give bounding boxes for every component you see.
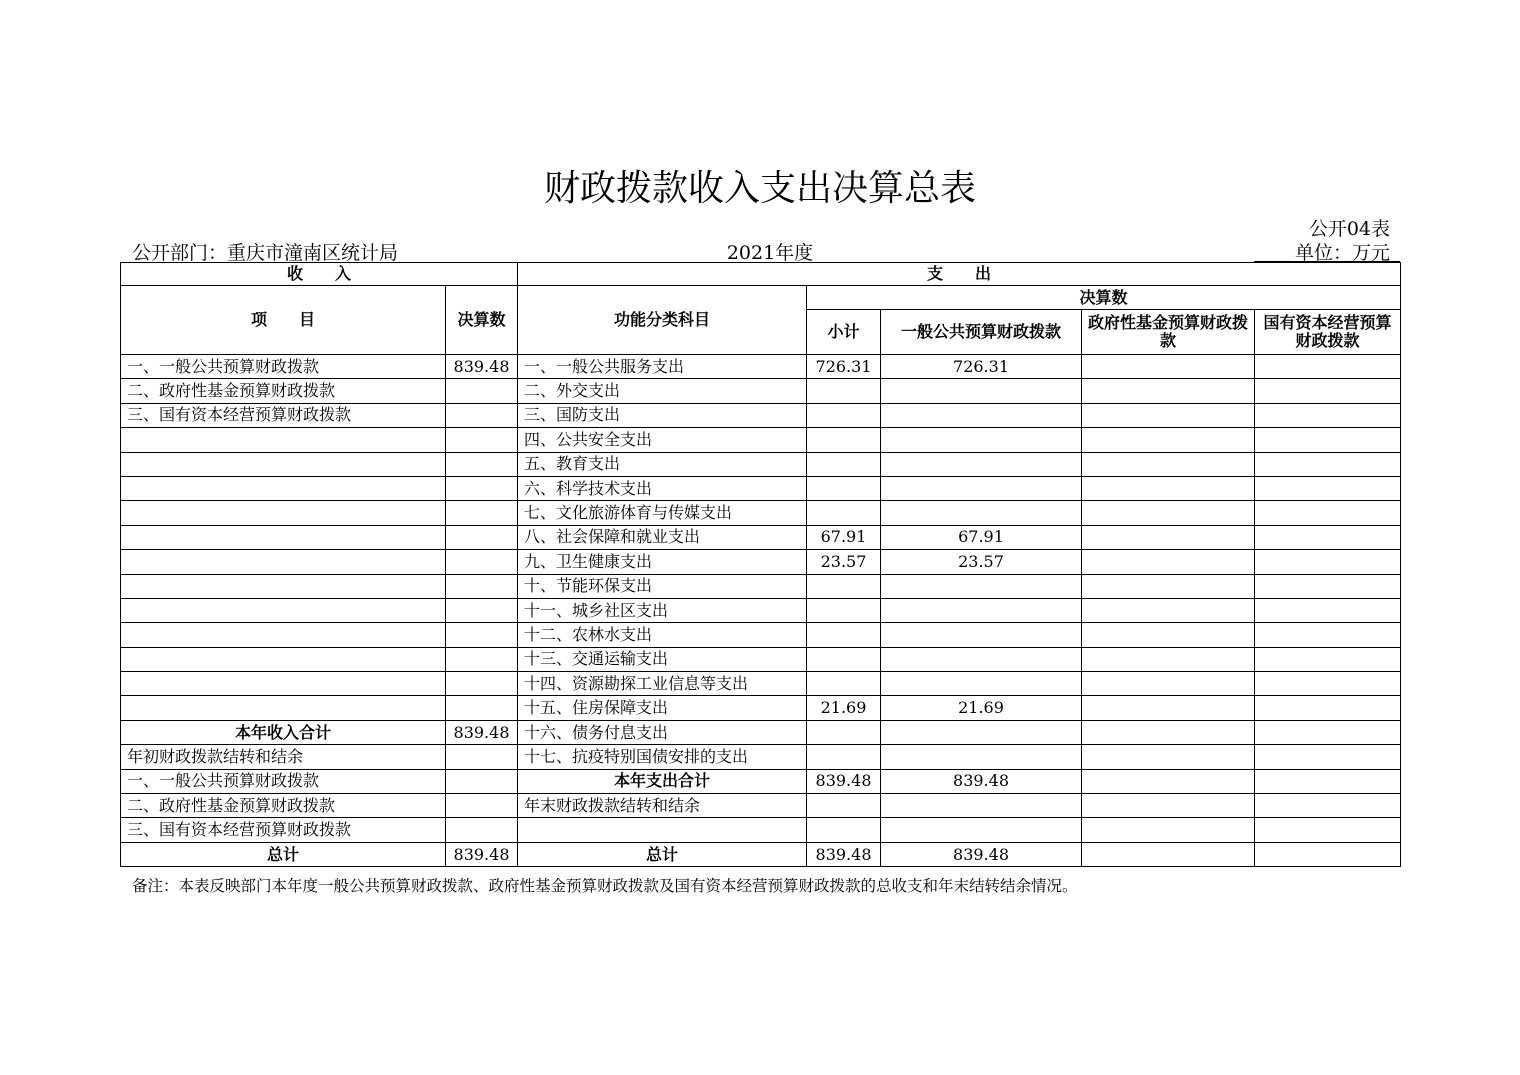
general-budget-cell: 726.31 — [881, 355, 1082, 379]
income-item-cell — [121, 428, 446, 452]
general-budget-cell — [881, 720, 1082, 744]
income-item-cell — [121, 574, 446, 598]
general-budget-cell — [881, 476, 1082, 500]
income-amount-cell — [446, 476, 518, 500]
subtotal-cell — [807, 574, 881, 598]
state-capital-cell — [1255, 355, 1401, 379]
table-row — [121, 501, 1401, 525]
income-amount-cell — [446, 428, 518, 452]
final-amount-header: 决算数 — [807, 286, 1401, 310]
footnote: 备注：本表反映部门本年度一般公共预算财政拨款、政府性基金预算财政拨款及国有资本经营预算财政拨款的总收支和年末结转结余情况。 — [132, 877, 1078, 895]
income-amount-cell: 839.48 — [446, 355, 518, 379]
general-budget-cell — [881, 745, 1082, 769]
budget-table — [120, 262, 1401, 867]
gov-fund-cell — [1082, 355, 1255, 379]
income-amount-cell — [446, 672, 518, 696]
income-item-cell — [121, 525, 446, 549]
gov-fund-cell — [1082, 672, 1255, 696]
subtotal-cell — [807, 452, 881, 476]
expense-item-cell: 十二、农林水支出 — [518, 623, 807, 647]
income-amount-cell — [446, 379, 518, 403]
general-budget-cell — [881, 794, 1082, 818]
state-capital-cell — [1255, 696, 1401, 720]
general-budget-cell: 21.69 — [881, 696, 1082, 720]
income-amount-cell: 839.48 — [446, 720, 518, 744]
subtotal-cell: 839.48 — [807, 769, 881, 793]
subtotal-cell: 726.31 — [807, 355, 881, 379]
income-amount-cell — [446, 647, 518, 671]
subtotal-cell: 67.91 — [807, 525, 881, 549]
table-row — [121, 672, 1401, 696]
income-item-cell — [121, 550, 446, 574]
gov-fund-cell — [1082, 428, 1255, 452]
gov-fund-cell — [1082, 574, 1255, 598]
income-item-cell — [121, 647, 446, 671]
fiscal-year: 2021年度 — [726, 242, 814, 264]
table-row — [121, 452, 1401, 476]
state-capital-cell — [1255, 842, 1401, 866]
gov-fund-cell — [1082, 525, 1255, 549]
gov-fund-cell — [1082, 476, 1255, 500]
subtotal-cell — [807, 403, 881, 427]
gov-fund-header: 政府性基金预算财政拨款 — [1082, 310, 1255, 355]
income-amount-cell — [446, 452, 518, 476]
unit-label: 单位：万元 — [1294, 242, 1390, 264]
subtotal-cell: 21.69 — [807, 696, 881, 720]
subtotal-cell: 23.57 — [807, 550, 881, 574]
state-capital-cell — [1255, 428, 1401, 452]
general-budget-cell: 67.91 — [881, 525, 1082, 549]
table-row — [121, 379, 1401, 403]
expense-section-header: 支 出 — [518, 263, 1401, 286]
income-amount-cell — [446, 794, 518, 818]
general-budget-cell: 23.57 — [881, 550, 1082, 574]
income-amount-cell — [446, 574, 518, 598]
expense-item-cell: 十、节能环保支出 — [518, 574, 807, 598]
table-row — [121, 574, 1401, 598]
income-amount-cell — [446, 525, 518, 549]
expense-item-cell: 九、卫生健康支出 — [518, 550, 807, 574]
general-budget-cell — [881, 574, 1082, 598]
subtotal-cell — [807, 428, 881, 452]
gov-fund-cell — [1082, 623, 1255, 647]
state-capital-cell — [1255, 550, 1401, 574]
state-capital-cell — [1255, 501, 1401, 525]
table-row — [121, 818, 1401, 842]
table-row — [121, 647, 1401, 671]
table-row — [121, 428, 1401, 452]
table-row — [121, 355, 1401, 379]
income-item-cell — [121, 598, 446, 622]
state-capital-cell — [1255, 818, 1401, 842]
state-capital-cell — [1255, 476, 1401, 500]
general-budget-cell — [881, 501, 1082, 525]
state-capital-cell — [1255, 720, 1401, 744]
income-item-cell: 一、一般公共预算财政拨款 — [121, 355, 446, 379]
general-budget-cell — [881, 623, 1082, 647]
income-item-cell — [121, 476, 446, 500]
gov-fund-cell — [1082, 550, 1255, 574]
income-item-cell — [121, 623, 446, 647]
state-capital-cell — [1255, 794, 1401, 818]
form-number: 公开04表 — [1308, 218, 1390, 240]
gov-fund-cell — [1082, 696, 1255, 720]
income-amount-cell — [446, 501, 518, 525]
expense-item-cell: 十四、资源勘探工业信息等支出 — [518, 672, 807, 696]
expense-item-cell: 年末财政拨款结转和结余 — [518, 794, 807, 818]
subtotal-cell — [807, 476, 881, 500]
general-budget-cell: 839.48 — [881, 769, 1082, 793]
state-capital-cell — [1255, 769, 1401, 793]
general-budget-cell — [881, 428, 1082, 452]
general-budget-cell — [881, 672, 1082, 696]
expense-item-cell: 十三、交通运输支出 — [518, 647, 807, 671]
income-item-cell — [121, 696, 446, 720]
gov-fund-cell — [1082, 403, 1255, 427]
expense-item-cell: 三、国防支出 — [518, 403, 807, 427]
function-header: 功能分类科目 — [518, 286, 807, 355]
state-capital-cell — [1255, 745, 1401, 769]
table-row — [121, 476, 1401, 500]
table-row — [121, 696, 1401, 720]
table-row — [121, 794, 1401, 818]
income-amount-cell — [446, 550, 518, 574]
subtotal-cell — [807, 720, 881, 744]
gov-fund-cell — [1082, 720, 1255, 744]
expense-item-cell: 十六、债务付息支出 — [518, 720, 807, 744]
income-item-cell — [121, 672, 446, 696]
income-amount-cell — [446, 745, 518, 769]
gov-fund-cell — [1082, 598, 1255, 622]
table-row — [121, 623, 1401, 647]
expense-item-cell: 七、文化旅游体育与传媒支出 — [518, 501, 807, 525]
expense-item-cell: 四、公共安全支出 — [518, 428, 807, 452]
general-budget-cell — [881, 452, 1082, 476]
gov-fund-cell — [1082, 842, 1255, 866]
income-item-cell: 一、一般公共预算财政拨款 — [121, 769, 446, 793]
subtotal-header: 小计 — [807, 310, 881, 355]
general-budget-cell — [881, 403, 1082, 427]
state-capital-cell — [1255, 379, 1401, 403]
expense-item-cell: 二、外交支出 — [518, 379, 807, 403]
income-item-cell: 三、国有资本经营预算财政拨款 — [121, 818, 446, 842]
expense-item-cell: 本年支出合计 — [518, 769, 807, 793]
income-item-cell: 年初财政拨款结转和结余 — [121, 745, 446, 769]
state-capital-cell — [1255, 672, 1401, 696]
subtotal-cell — [807, 672, 881, 696]
income-item-cell: 本年收入合计 — [121, 720, 446, 744]
gov-fund-cell — [1082, 794, 1255, 818]
income-amount-cell — [446, 623, 518, 647]
income-amount-cell — [446, 818, 518, 842]
table-row — [121, 550, 1401, 574]
income-amount-cell — [446, 769, 518, 793]
income-item-cell: 总计 — [121, 842, 446, 866]
general-budget-cell: 839.48 — [881, 842, 1082, 866]
expense-item-cell: 十七、抗疫特别国债安排的支出 — [518, 745, 807, 769]
general-budget-cell — [881, 598, 1082, 622]
column-header-row — [121, 286, 1401, 310]
gov-fund-cell — [1082, 452, 1255, 476]
expense-item-cell: 十五、住房保障支出 — [518, 696, 807, 720]
subtotal-cell — [807, 647, 881, 671]
state-capital-cell — [1255, 452, 1401, 476]
income-section-header: 收 入 — [121, 263, 518, 286]
general-budget-cell — [881, 379, 1082, 403]
expense-item-cell: 总计 — [518, 842, 807, 866]
expense-item-cell: 十一、城乡社区支出 — [518, 598, 807, 622]
expense-item-cell: 一、一般公共服务支出 — [518, 355, 807, 379]
subtotal-cell — [807, 745, 881, 769]
income-amount-cell — [446, 598, 518, 622]
table-row — [121, 745, 1401, 769]
table-row — [121, 403, 1401, 427]
table-row — [121, 769, 1401, 793]
table-row — [121, 842, 1401, 866]
subtotal-cell — [807, 794, 881, 818]
gov-fund-cell — [1082, 769, 1255, 793]
gov-fund-cell — [1082, 501, 1255, 525]
income-amount-cell — [446, 696, 518, 720]
department-label: 公开部门：重庆市潼南区统计局 — [132, 242, 399, 264]
expense-item-cell: 八、社会保障和就业支出 — [518, 525, 807, 549]
gov-fund-cell — [1082, 647, 1255, 671]
table-row — [121, 525, 1401, 549]
subtotal-cell — [807, 379, 881, 403]
section-header-row — [121, 263, 1401, 286]
expense-item-cell — [518, 818, 807, 842]
income-item-cell: 二、政府性基金预算财政拨款 — [121, 379, 446, 403]
gov-fund-cell — [1082, 745, 1255, 769]
income-item-cell: 二、政府性基金预算财政拨款 — [121, 794, 446, 818]
general-budget-header: 一般公共预算财政拨款 — [881, 310, 1082, 355]
gov-fund-cell — [1082, 818, 1255, 842]
state-capital-cell — [1255, 525, 1401, 549]
income-item-cell: 三、国有资本经营预算财政拨款 — [121, 403, 446, 427]
page-title: 财政拨款收入支出决算总表 — [543, 168, 976, 209]
gov-fund-cell — [1082, 379, 1255, 403]
expense-item-cell: 五、教育支出 — [518, 452, 807, 476]
income-item-cell — [121, 501, 446, 525]
subtotal-cell — [807, 818, 881, 842]
table-row — [121, 720, 1401, 744]
income-item-cell — [121, 452, 446, 476]
state-capital-cell — [1255, 598, 1401, 622]
state-capital-cell — [1255, 623, 1401, 647]
expense-item-cell: 六、科学技术支出 — [518, 476, 807, 500]
table-row — [121, 598, 1401, 622]
general-budget-cell — [881, 818, 1082, 842]
subtotal-cell — [807, 501, 881, 525]
state-capital-cell — [1255, 403, 1401, 427]
general-budget-cell — [881, 647, 1082, 671]
item-header: 项 目 — [121, 286, 446, 355]
income-amount-cell: 839.48 — [446, 842, 518, 866]
subtotal-cell — [807, 623, 881, 647]
income-amount-cell — [446, 403, 518, 427]
subtotal-cell: 839.48 — [807, 842, 881, 866]
subtotal-cell — [807, 598, 881, 622]
amount-header: 决算数 — [446, 286, 518, 355]
state-capital-cell — [1255, 574, 1401, 598]
state-capital-cell — [1255, 647, 1401, 671]
state-capital-header: 国有资本经营预算财政拨款 — [1255, 310, 1401, 355]
